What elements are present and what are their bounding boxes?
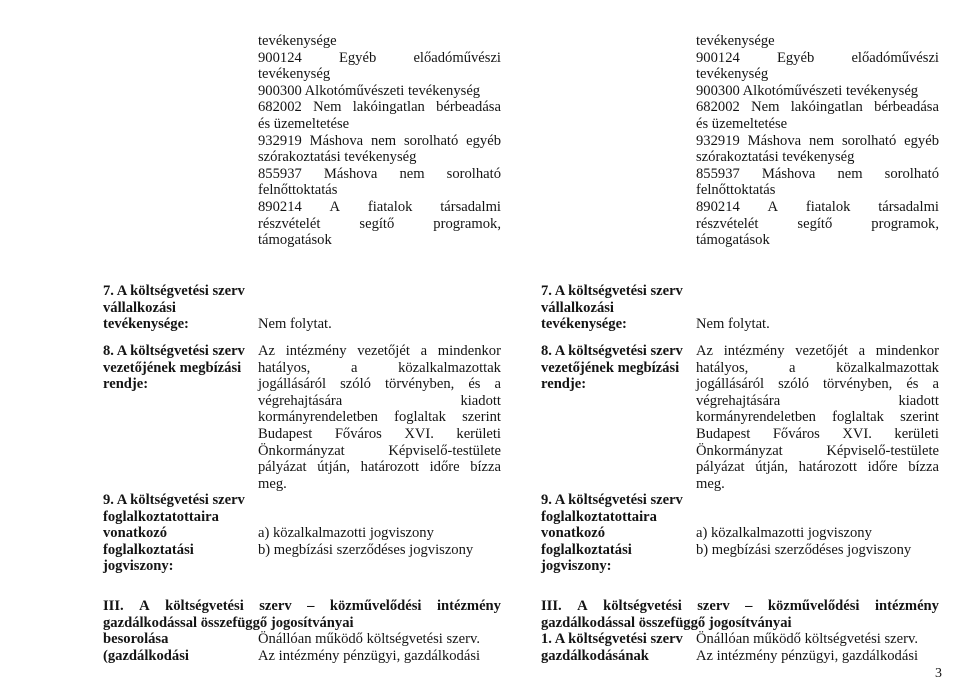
word: részvételét: [696, 215, 759, 232]
section-iii-value: Az intézmény pénzügyi, gazdálkodási: [696, 647, 919, 664]
word: határozott: [360, 459, 420, 476]
word: 682002: [258, 99, 302, 116]
word: kerületi: [894, 426, 939, 442]
section-iii-heading: [541, 598, 939, 615]
activity-line: tevékenysége: [696, 33, 775, 49]
heading-word: intézmény: [436, 598, 501, 614]
word: sorolható: [841, 132, 897, 149]
word: szóló: [340, 376, 371, 393]
word: útján,: [317, 459, 351, 476]
word: szerint: [462, 409, 501, 426]
word: 932919: [696, 132, 740, 149]
word: Képviselő-testülete: [388, 442, 501, 459]
section-iii-label: besorolása: [103, 631, 169, 648]
section-9-label: foglalkoztatottaira: [103, 508, 219, 525]
word: programok,: [433, 215, 501, 232]
section-8-label: vezetőjének megbízási: [541, 359, 680, 376]
heading-word: költségvetési: [165, 598, 244, 614]
heading-word: III.: [541, 598, 562, 614]
section-iii-label: 1. A költségvetési szerv: [541, 631, 683, 648]
section-7-label: tevékenysége:: [103, 316, 189, 333]
section-iii-label: (gazdálkodási: [103, 647, 189, 664]
word: és: [906, 376, 919, 393]
word: a: [932, 376, 939, 393]
word: 855937: [696, 165, 740, 182]
word: vezetőjét: [357, 343, 410, 359]
word: kormányrendeletben: [696, 409, 816, 426]
word: kormányrendeletben: [258, 409, 378, 426]
word: XVI.: [404, 426, 434, 442]
activity-line: [258, 133, 501, 150]
activity-line: 900300 Alkotóművészeti tevékenység: [696, 82, 919, 99]
heading-word: –: [745, 598, 753, 614]
word: a: [350, 359, 358, 376]
right-column: [541, 0, 960, 686]
section-iii-value: Önállóan működő költségvetési szerv.: [696, 631, 918, 648]
section-9-label: foglalkoztatási: [541, 541, 632, 558]
section-8-label: rendje:: [103, 376, 149, 393]
section-iii-heading: [103, 598, 501, 615]
section-8-label: vezetőjének megbízási: [103, 359, 242, 376]
word: Főváros: [772, 426, 820, 442]
word: társadalmi: [878, 199, 939, 215]
section-7-label: tevékenysége:: [541, 316, 627, 333]
word: egyéb: [904, 132, 939, 149]
word: mindenkor: [437, 343, 501, 359]
word: részvételét: [258, 215, 321, 232]
heading-word: közművelődési: [329, 598, 422, 614]
word: 682002: [696, 99, 740, 116]
activity-line: szórakoztatási tevékenység: [258, 149, 417, 166]
activity-line: támogatások: [258, 232, 332, 249]
word: nem: [370, 132, 397, 149]
word: nem: [808, 132, 835, 149]
section-9-label: 9. A költségvetési szerv: [541, 492, 683, 508]
section-7-label: 7. A költségvetési szerv: [103, 283, 245, 299]
word: jogállásáról: [696, 376, 765, 393]
word: Máshova: [309, 132, 364, 149]
heading-word: III.: [103, 598, 124, 614]
section-8-text-line: meg.: [696, 475, 725, 492]
word: nem: [837, 165, 863, 182]
section-8-text-line: [258, 376, 501, 393]
word: Önkormányzat: [258, 442, 345, 459]
section-9-label: jogviszony:: [541, 558, 612, 575]
word: 900124: [258, 49, 302, 66]
word: 932919: [258, 132, 302, 149]
word: segítő: [797, 215, 833, 232]
word: Egyéb: [776, 49, 815, 66]
word: időre: [429, 459, 460, 476]
word: határozott: [798, 459, 858, 476]
word: végrehajtására: [696, 392, 781, 409]
activity-line: tevékenység: [696, 66, 769, 83]
heading-word: intézmény: [874, 598, 939, 614]
heading-word: A: [139, 598, 150, 614]
word: kiadott: [898, 392, 939, 409]
word: intézmény: [285, 343, 347, 359]
word: 890214: [696, 199, 740, 215]
section-8-text-line: [696, 393, 939, 410]
word: Az: [696, 343, 714, 359]
word: Budapest: [696, 426, 751, 442]
section-8-label: 8. A költségvetési szerv: [541, 343, 683, 359]
word: bízza: [470, 459, 501, 476]
word: pályázat: [696, 459, 745, 476]
activity-line: [696, 166, 939, 183]
word: foglaltak: [832, 409, 884, 426]
word: kiadott: [460, 392, 501, 409]
word: bérbeadása: [436, 99, 501, 116]
word: Nem: [751, 99, 780, 116]
word: szerint: [900, 409, 939, 426]
section-8-text-line: [696, 426, 939, 443]
section-9-label: foglalkoztatási: [103, 541, 194, 558]
section-9-label: foglalkoztatottaira: [541, 508, 657, 525]
section-8-text-line: [258, 360, 501, 377]
activity-line: szórakoztatási tevékenység: [696, 149, 855, 166]
word: a: [858, 343, 866, 359]
heading-word: A: [577, 598, 588, 614]
activity-line: tevékenysége: [258, 33, 337, 49]
word: 855937: [258, 165, 302, 182]
word: szóló: [778, 376, 809, 393]
section-8-text-line: [696, 360, 939, 377]
activity-line: tevékenység: [258, 66, 331, 83]
section-7-value: Nem folytat.: [696, 316, 770, 333]
heading-word: szerv: [259, 598, 292, 614]
word: pályázat: [258, 459, 307, 476]
section-8-text-line: [696, 343, 939, 360]
section-8-label: rendje:: [541, 376, 587, 393]
section-8-text-line: [258, 409, 501, 426]
word: A: [767, 199, 779, 215]
word: Az: [258, 343, 276, 359]
section-9-value: b) megbízási szerződéses jogviszony: [258, 541, 474, 558]
word: Nem: [313, 99, 342, 116]
heading-word: költségvetési: [603, 598, 682, 614]
activity-line: [258, 99, 501, 116]
word: lakóingatlan: [352, 99, 425, 116]
section-iii-label: gazdálkodásának: [541, 647, 649, 664]
word: időre: [867, 459, 898, 476]
word: fiatalok: [805, 199, 851, 215]
activity-line: támogatások: [696, 232, 770, 249]
word: a: [494, 376, 501, 393]
section-9-label: vonatkozó: [103, 525, 168, 542]
word: bérbeadása: [874, 99, 939, 116]
word: a: [788, 359, 796, 376]
activity-line: és üzemeltetése: [258, 116, 350, 132]
word: hatályos,: [696, 359, 749, 376]
section-8-text-line: [696, 376, 939, 393]
word: Budapest: [258, 426, 313, 442]
page-number: 3: [935, 666, 942, 681]
word: Főváros: [334, 426, 382, 442]
section-8-text-line: meg.: [258, 475, 287, 492]
word: Máshova: [761, 165, 816, 182]
word: előadóművészi: [413, 49, 501, 66]
word: Egyéb: [338, 49, 377, 66]
word: közalkalmazottak: [398, 359, 501, 376]
activity-line: [696, 199, 939, 216]
word: programok,: [871, 215, 939, 232]
heading-word: –: [307, 598, 315, 614]
section-8-text-line: [696, 409, 939, 426]
activity-line: és üzemeltetése: [696, 116, 788, 132]
activity-line: [696, 99, 939, 116]
section-9-value: a) közalkalmazotti jogviszony: [696, 525, 872, 542]
activity-line: [258, 166, 501, 183]
section-8-text-line: [258, 443, 501, 460]
word: bízza: [908, 459, 939, 476]
section-9-label: vonatkozó: [541, 525, 606, 542]
word: sorolható: [446, 165, 501, 182]
word: Máshova: [747, 132, 802, 149]
section-7-value: Nem folytat.: [258, 316, 332, 333]
section-9-label: 9. A költségvetési szerv: [103, 492, 245, 508]
section-8-text-line: [258, 426, 501, 443]
word: A: [329, 199, 341, 215]
word: mindenkor: [875, 343, 939, 359]
word: egyéb: [466, 132, 501, 149]
word: közalkalmazottak: [836, 359, 939, 376]
activity-line: [258, 216, 501, 233]
word: sorolható: [403, 132, 459, 149]
word: hatályos,: [258, 359, 311, 376]
word: intézmény: [723, 343, 785, 359]
word: lakóingatlan: [790, 99, 863, 116]
word: XVI.: [842, 426, 872, 442]
word: fiatalok: [367, 199, 413, 215]
word: előadóművészi: [851, 49, 939, 66]
section-8-text-line: [258, 459, 501, 476]
activity-line: felnőttoktatás: [696, 182, 776, 199]
left-column: [103, 0, 523, 686]
word: útján,: [755, 459, 789, 476]
word: sorolható: [884, 165, 939, 182]
activity-line: [696, 216, 939, 233]
word: Képviselő-testülete: [826, 442, 939, 459]
section-8-text-line: [696, 443, 939, 460]
word: kerületi: [456, 426, 501, 442]
word: segítő: [359, 215, 395, 232]
word: vezetőjét: [795, 343, 848, 359]
section-iii-heading-line2: gazdálkodással összefüggő jogosítványai: [103, 614, 354, 631]
activity-line: [696, 50, 939, 67]
word: jogállásáról: [258, 376, 327, 393]
section-8-text-line: [696, 459, 939, 476]
section-8-text-line: [258, 393, 501, 410]
section-7-label: vállalkozási: [541, 299, 614, 316]
section-9-label: jogviszony:: [103, 558, 174, 575]
section-8-label: 8. A költségvetési szerv: [103, 343, 245, 359]
activity-line: [258, 50, 501, 67]
heading-word: közművelődési: [767, 598, 860, 614]
word: 890214: [258, 199, 302, 215]
section-9-value: b) megbízási szerződéses jogviszony: [696, 541, 912, 558]
word: Máshova: [323, 165, 378, 182]
word: törvényben,: [822, 376, 893, 393]
word: 900124: [696, 49, 740, 66]
word: törvényben,: [384, 376, 455, 393]
section-8-text-line: [258, 343, 501, 360]
section-7-label: vállalkozási: [103, 299, 176, 316]
word: és: [468, 376, 481, 393]
section-7-label: 7. A költségvetési szerv: [541, 283, 683, 299]
activity-line: 900300 Alkotóművészeti tevékenység: [258, 82, 481, 99]
word: nem: [399, 165, 425, 182]
word: foglaltak: [394, 409, 446, 426]
activity-line: [258, 199, 501, 216]
word: társadalmi: [440, 199, 501, 215]
word: Önkormányzat: [696, 442, 783, 459]
section-iii-value: Önállóan működő költségvetési szerv.: [258, 631, 480, 648]
activity-line: [696, 133, 939, 150]
section-iii-heading-line2: gazdálkodással összefüggő jogosítványai: [541, 614, 792, 631]
section-iii-value: Az intézmény pénzügyi, gazdálkodási: [258, 647, 481, 664]
section-9-value: a) közalkalmazotti jogviszony: [258, 525, 434, 542]
word: végrehajtására: [258, 392, 343, 409]
word: a: [420, 343, 428, 359]
heading-word: szerv: [697, 598, 730, 614]
activity-line: felnőttoktatás: [258, 182, 338, 199]
